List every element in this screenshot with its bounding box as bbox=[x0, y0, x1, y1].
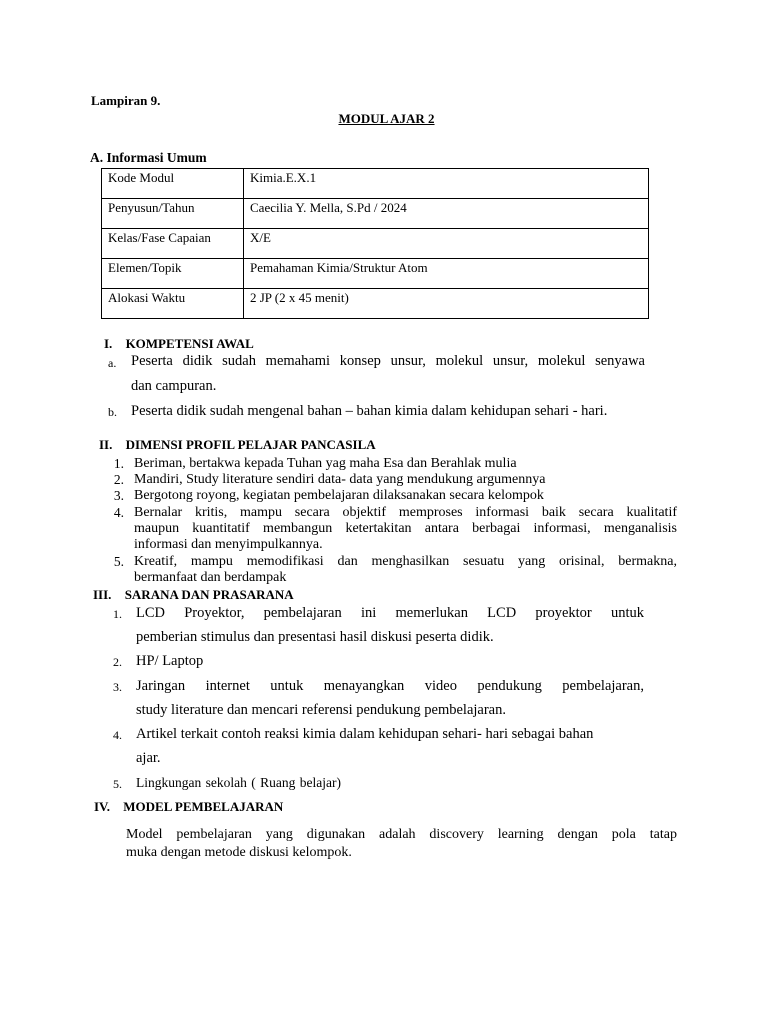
list-number: 1. bbox=[113, 607, 122, 621]
table-row bbox=[102, 229, 649, 259]
list-number: 1. bbox=[113, 456, 124, 471]
section-title: MODEL PEMBELAJARAN bbox=[123, 799, 284, 814]
list-item-line: Artikel terkait contoh reaksi kimia dalam kehidupan sehari- hari sebagai bahan bbox=[136, 726, 594, 742]
list-item-line: study literature dan mencari referensi pendukung pembelajaran. bbox=[136, 702, 506, 718]
document-title bbox=[0, 111, 768, 127]
section-number: III. bbox=[93, 587, 112, 602]
paragraph-line: Model pembelajaran yang digunakan adalah discovery learning dengan pola tatap bbox=[126, 827, 677, 842]
list-item-line: ajar. bbox=[136, 750, 161, 766]
section-title: SARANA DAN PRASARANA bbox=[124, 587, 294, 602]
section-1-heading bbox=[104, 336, 254, 352]
list-number: 2. bbox=[113, 472, 124, 487]
list-marker: a. bbox=[108, 356, 117, 370]
list-item-line: Peserta didik sudah memahami konsep unsur, molekul unsur, molekul senyawa bbox=[131, 353, 645, 369]
list-number: 2. bbox=[113, 655, 122, 669]
table-key: Penyusun/Tahun bbox=[102, 199, 244, 229]
list-item bbox=[110, 505, 677, 555]
list-item-line: Bernalar kritis, mampu secara objektif memproses informasi baik secara kualitatif bbox=[134, 505, 677, 520]
list-number: 3. bbox=[113, 488, 124, 503]
list-item-line: maupun kuantitatif membangun ketertakitan antara berbagai informasi, menganalisis bbox=[134, 521, 677, 536]
table-row bbox=[102, 259, 649, 289]
list-item-line: HP/ Laptop bbox=[136, 653, 204, 669]
list-item-line: informasi dan menyimpulkannya. bbox=[134, 537, 323, 552]
list-item-line: pemberian stimulus dan presentasi hasil diskusi peserta didik. bbox=[136, 629, 494, 645]
list-item-line: LCD Proyektor, pembelajaran ini memerlukan LCD proyektor untuk bbox=[136, 605, 644, 621]
table-value: Pemahaman Kimia/Struktur Atom bbox=[244, 259, 649, 289]
list-number: 3. bbox=[113, 680, 122, 694]
list-item-text bbox=[131, 353, 645, 370]
paragraph-line: muka dengan metode diskusi kelompok. bbox=[126, 845, 352, 860]
list-number: 4. bbox=[113, 505, 124, 520]
list-item-line: Beriman, bertakwa kepada Tuhan yag maha Esa dan Berahlak mulia bbox=[134, 456, 517, 471]
section-4-heading bbox=[94, 799, 283, 815]
table-row bbox=[102, 169, 649, 199]
model-paragraph bbox=[126, 826, 677, 862]
section-number: II. bbox=[99, 437, 113, 452]
table-value: X/E bbox=[244, 229, 649, 259]
list-number: 4. bbox=[113, 728, 122, 742]
list-number: 5. bbox=[113, 777, 122, 791]
list-item-line: Kreatif, mampu memodifikasi dan menghasilkan sesuatu yang orisinal, bermakna, bbox=[134, 554, 677, 569]
table-value: Kimia.E.X.1 bbox=[244, 169, 649, 199]
list-item-line: Lingkungan sekolah ( Ruang belajar) bbox=[136, 775, 341, 790]
section-number: IV. bbox=[94, 799, 111, 814]
section-title: DIMENSI PROFIL PELAJAR PANCASILA bbox=[125, 437, 376, 452]
lampiran-label: Lampiran 9. bbox=[91, 93, 161, 108]
table-value: Caecilia Y. Mella, S.Pd / 2024 bbox=[244, 199, 649, 229]
list-number: 5. bbox=[113, 554, 124, 569]
list-item-line: dan campuran. bbox=[131, 378, 217, 394]
table-value: 2 JP (2 x 45 menit) bbox=[244, 289, 649, 319]
section-a-heading: A. Informasi Umum bbox=[90, 150, 207, 165]
table-row bbox=[102, 289, 649, 319]
section-title: KOMPETENSI AWAL bbox=[125, 336, 254, 351]
table-key: Kode Modul bbox=[102, 169, 244, 199]
list-item-line: Mandiri, Study literature sendiri data- data yang mendukung argumennya bbox=[134, 472, 546, 487]
section-number: I. bbox=[104, 336, 113, 351]
table-row bbox=[102, 199, 649, 229]
list-item bbox=[110, 554, 677, 588]
section-3-heading bbox=[93, 587, 294, 603]
list-item-line: Bergotong royong, kegiatan pembelajaran dilaksanakan secara kelompok bbox=[134, 488, 544, 503]
table-key: Alokasi Waktu bbox=[102, 289, 244, 319]
table-key: Elemen/Topik bbox=[102, 259, 244, 289]
section-2-heading bbox=[99, 437, 376, 453]
info-table bbox=[101, 168, 649, 319]
document-title-text: MODUL AJAR 2 bbox=[338, 111, 435, 126]
list-item-line: bermanfaat dan berdampak bbox=[134, 570, 287, 585]
list-marker: b. bbox=[108, 405, 117, 419]
table-key: Kelas/Fase Capaian bbox=[102, 229, 244, 259]
list-item-line: Jaringan internet untuk menayangkan video pendukung pembelajaran, bbox=[136, 678, 644, 694]
list-item-line: Peserta didik sudah mengenal bahan – bahan kimia dalam kehidupan sehari - hari. bbox=[131, 403, 608, 419]
